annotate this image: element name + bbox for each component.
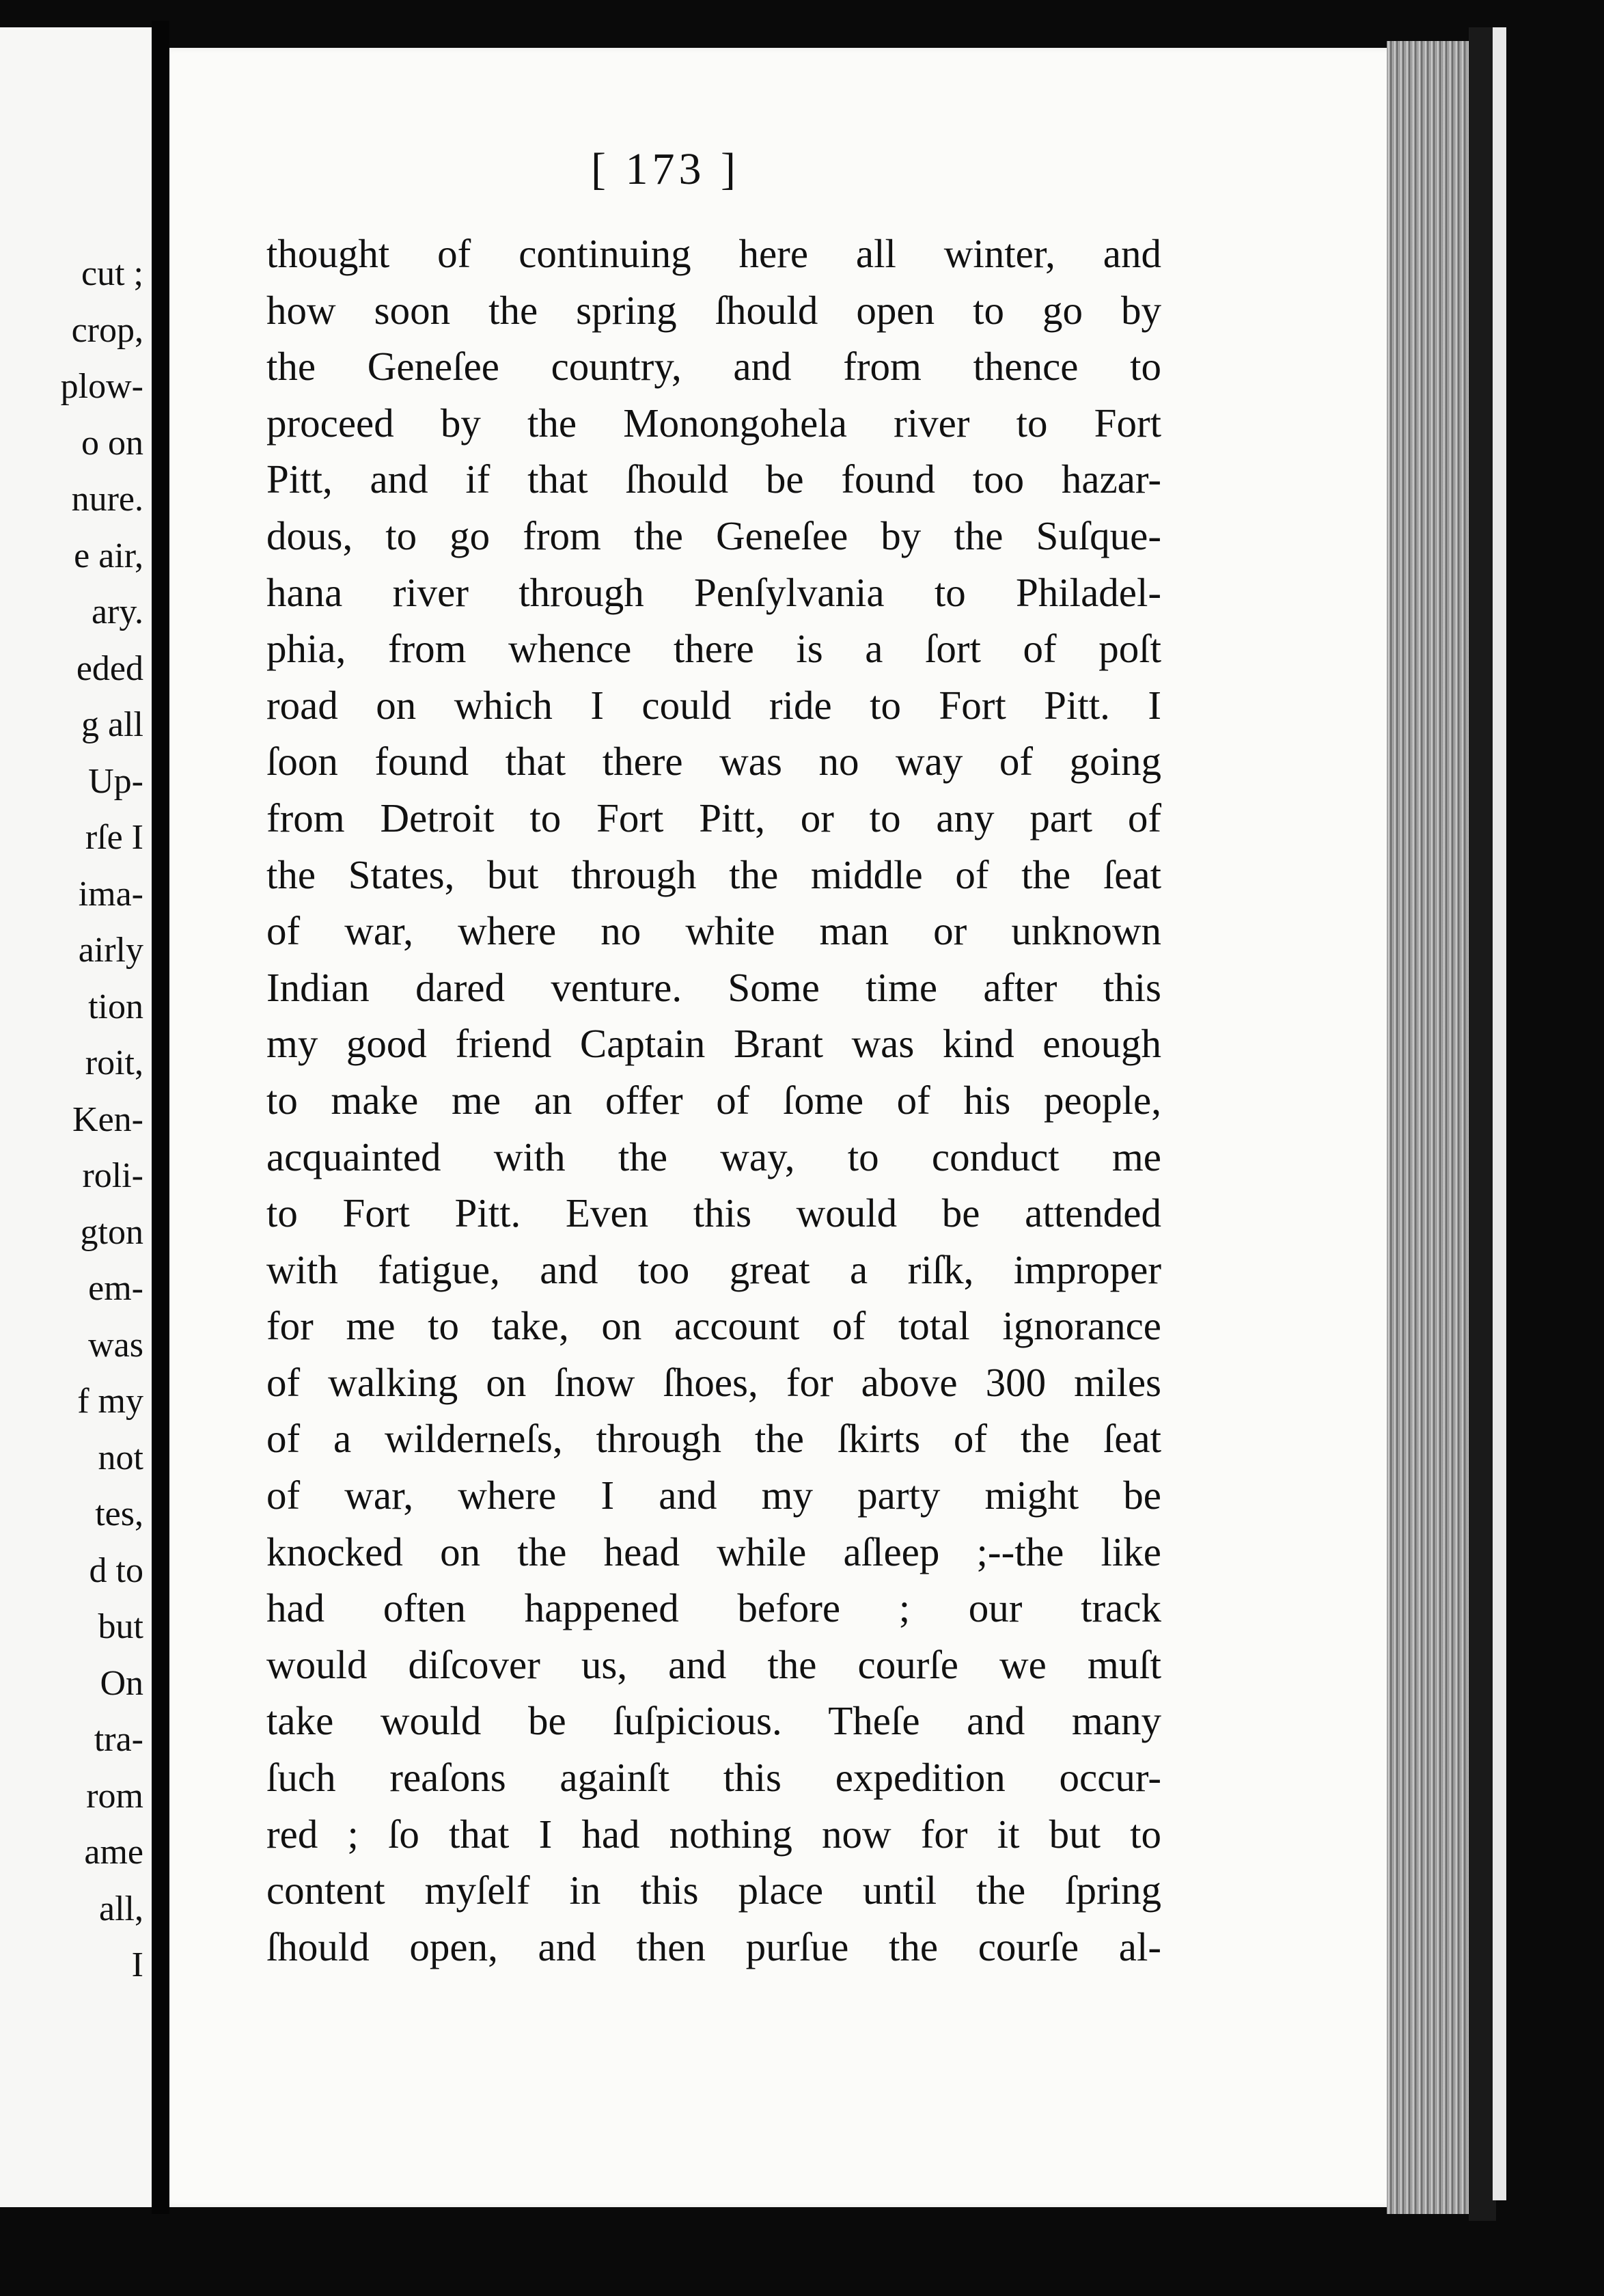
previous-page-line-fragment: crop, [71,310,143,350]
text-line: the States, but through the middle of the ſeat [266,851,1161,897]
text-line: road on which I could ride to Fort Pitt. I [266,682,1161,728]
text-line: would diſcover us, and the courſe we muſt [266,1641,1161,1687]
previous-page-line-fragment: f my [77,1382,143,1421]
previous-page-line-fragment: cut ; [81,254,143,293]
text-line: of a wilderneſs, through the ſkirts of the ſeat [266,1416,1161,1462]
text-line: for me to take, on account of total ignorance [266,1303,1161,1349]
text-line: the Geneſee country, and from thence to [266,344,1161,390]
text-line: Indian dared venture. Some time after this [266,964,1161,1010]
previous-page-line-fragment: o on [81,423,143,463]
previous-page-line-fragment: airly [78,931,143,970]
text-line: content myſelf in this place until the ſpring [266,1868,1161,1913]
book-gutter [152,20,169,2214]
previous-page-line-fragment: ame [84,1833,143,1872]
text-line: acquainted with the way, to conduct me [266,1134,1161,1179]
previous-page-line-fragment: eded [76,648,143,688]
text-line: from Detroit to Fort Pitt, or to any part of [266,795,1161,840]
page-number: [ 173 ] [591,144,740,194]
text-line: had often happened before ; our track [266,1585,1161,1631]
text-line: proceed by the Monongohela river to Fort [266,400,1161,446]
previous-page-line-fragment: nure. [71,480,143,519]
previous-page-text [61,246,143,1994]
previous-page-line-fragment: e air, [74,536,143,575]
text-line: to make me an offer of ſome of his people, [266,1077,1161,1123]
previous-page-line-fragment: roit, [85,1043,143,1082]
page-body-text [266,226,1161,1975]
text-line: my good friend Captain Brant was kind enough [266,1021,1161,1067]
previous-page-line-fragment: em- [88,1269,143,1308]
previous-page-line-fragment: tes, [95,1494,143,1533]
previous-page-line-fragment: g all [81,705,143,744]
book-edge [1493,27,1506,2200]
text-line: hana river through Penſylvania to Philadel- [266,569,1161,615]
text-line: of war, where no white man or unknown [266,908,1161,954]
text-line: thought of continuing here all winter, and [266,231,1161,276]
previous-page-line-fragment: I [131,1945,143,1984]
previous-page-line-fragment: On [100,1663,143,1703]
previous-page-line-fragment: was [88,1325,143,1365]
text-line: knocked on the head while aſleep ;--the like [266,1529,1161,1574]
text-line: Pitt, and if that ſhould be found too hazar- [266,456,1161,502]
text-line: of war, where I and my party might be [266,1473,1161,1518]
text-line: to Fort Pitt. Even this would be attended [266,1190,1161,1236]
previous-page-line-fragment: tra- [94,1720,143,1759]
text-line: take would be ſuſpicious. Theſe and many [266,1698,1161,1744]
previous-page-sliver [0,27,152,2207]
previous-page-line-fragment: ima- [78,874,143,914]
text-line: how soon the spring ſhould open to go by [266,287,1161,333]
text-line: with fatigue, and too great a riſk, improper [266,1246,1161,1292]
previous-page-line-fragment: Ken- [72,1099,143,1139]
previous-page-line-fragment: Up- [88,761,143,801]
previous-page-line-fragment: but [98,1607,143,1646]
text-line: ſhould open, and then purſue the courſe al- [266,1924,1161,1969]
book-edge-shadow [1469,27,1496,2221]
text-line: ſuch reaſons againſt this expedition occur- [266,1755,1161,1801]
page-edges [1387,41,1476,2214]
previous-page-line-fragment: gton [80,1212,143,1252]
previous-page-line-fragment: all, [99,1889,143,1928]
previous-page-line-fragment: tion [88,987,143,1026]
previous-page-line-fragment: rom [86,1776,143,1816]
text-line: dous, to go from the Geneſee by the Suſque- [266,512,1161,558]
previous-page-line-fragment: roli- [82,1156,143,1195]
text-line: of walking on ſnow ſhoes, for above 300 miles [266,1359,1161,1405]
text-line: ſoon found that there was no way of going [266,739,1161,784]
previous-page-line-fragment: not [98,1438,143,1477]
previous-page-line-fragment: rſe I [85,818,143,857]
text-line: red ; ſo that I had nothing now for it but to [266,1811,1161,1857]
previous-page-line-fragment: plow- [60,367,143,406]
previous-page-line-fragment: d to [89,1550,143,1590]
text-line: phia, from whence there is a ſort of poſt [266,626,1161,672]
previous-page-line-fragment: ary. [91,592,143,631]
